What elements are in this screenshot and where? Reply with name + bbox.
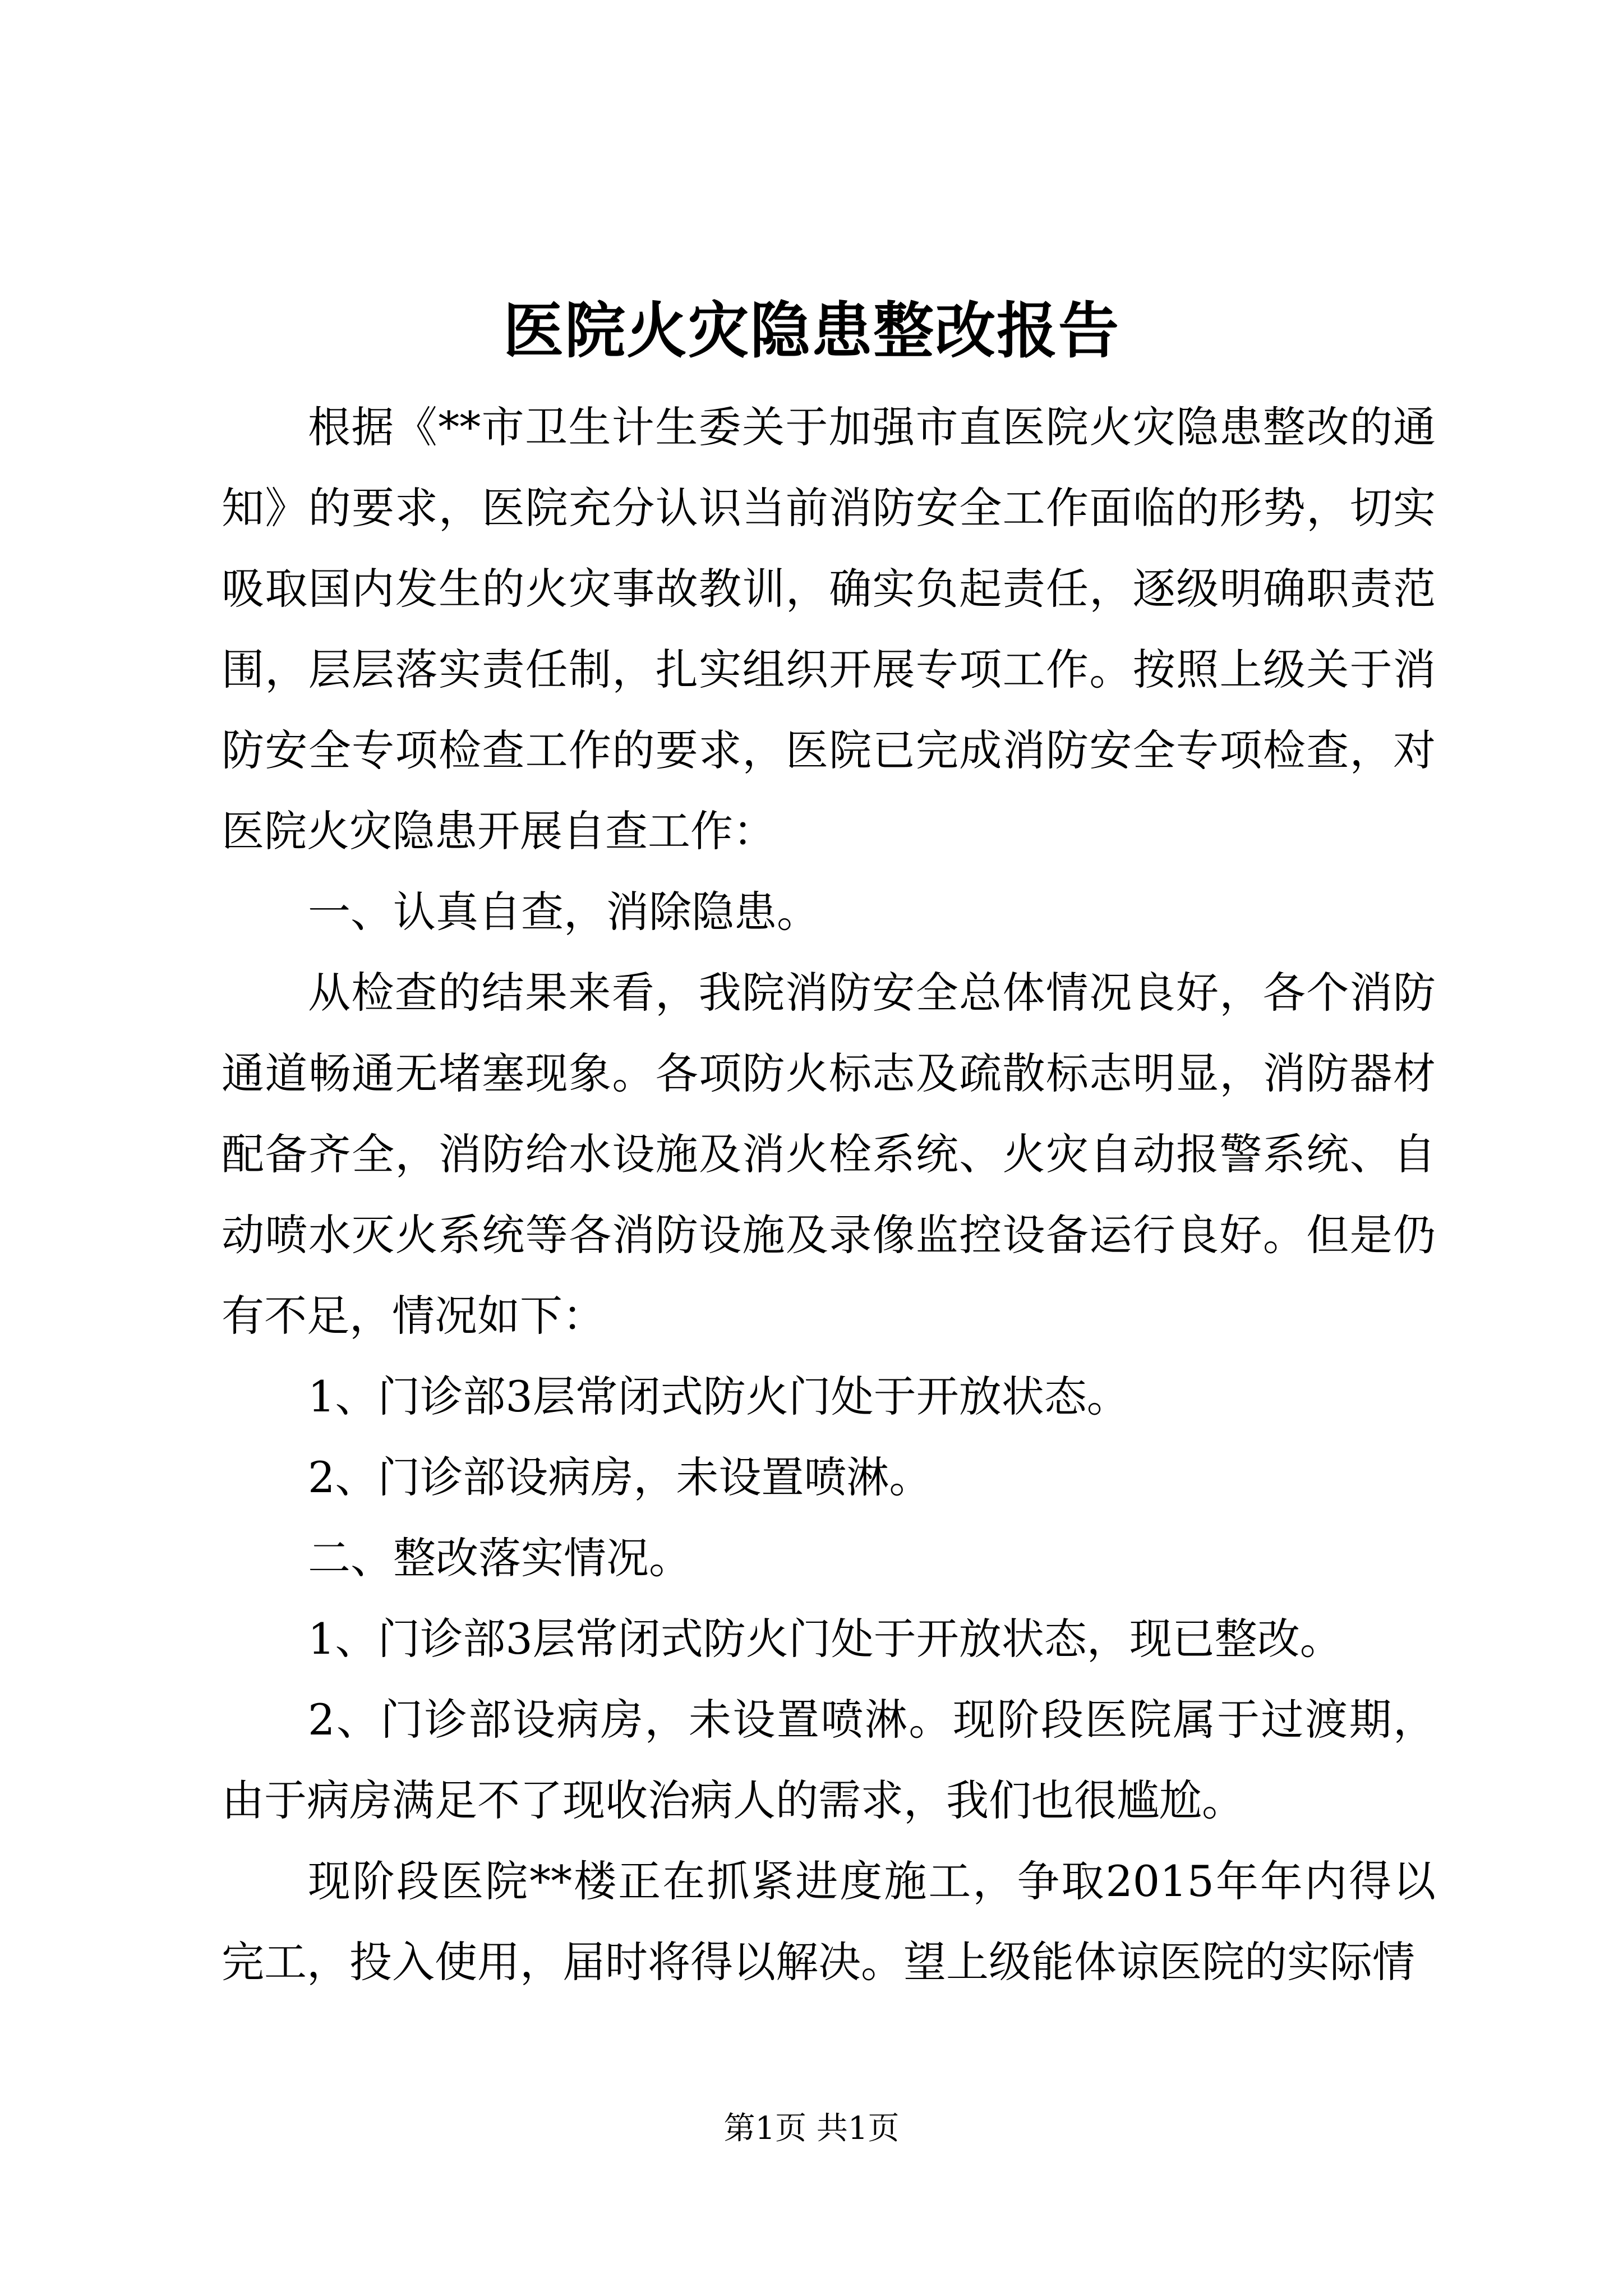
list-item-issue-2: 2、门诊部设病房，未设置喷淋。 (308, 1452, 932, 1502)
paragraph-construction-plan: 现阶段医院**楼正在抓紧进度施工，争取2015年年内得以完工，投入使用，届时将得以解决。望上级能体谅医院的实际情 (222, 1856, 1436, 1987)
section-heading-rectification: 二、整改落实情况。 (308, 1533, 691, 1583)
paragraph-intro: 根据《**市卫生计生委关于加强市直医院火灾隐患整改的通知》的要求，医院充分认识当前消防安全工作面临的形势，切实吸取国内发生的火灾事故教训，确实负起责任，逐级明确职责范围，层层落实责任制，扎实组织开展专项工作。按照上级关于消防安全专项检查工作的要求，医院已完成消防安全专项检查，对医院火灾隐患开展自查工作： (222, 402, 1436, 856)
page-number-footer: 第1页 共1页 (723, 2110, 900, 2147)
paragraph-inspection-results: 从检查的结果来看，我院消防安全总体情况良好，各个消防通道畅通无堵塞现象。各项防火标志及疏散标志明显，消防器材配备齐全，消防给水设施及消火栓系统、火灾自动报警系统、自动喷水灭火系统等各消防设施及录像监控设备运行良好。但是仍有不足，情况如下： (222, 968, 1436, 1341)
list-item-rectification-1: 1、门诊部3层常闭式防火门处于开放状态，现已整改。 (308, 1614, 1343, 1664)
list-item-issue-1: 1、门诊部3层常闭式防火门处于开放状态。 (308, 1372, 1129, 1421)
document-title: 医院火灾隐患整改报告 (502, 296, 1120, 366)
list-item-rectification-2: 2、门诊部设病房，未设置喷淋。现阶段医院属于过渡期，由于病房满足不了现收治病人的需求，我们也很尴尬。 (222, 1695, 1436, 1825)
section-heading-self-inspection: 一、认真自查，消除隐患。 (308, 887, 819, 937)
document-body (222, 387, 1436, 2003)
